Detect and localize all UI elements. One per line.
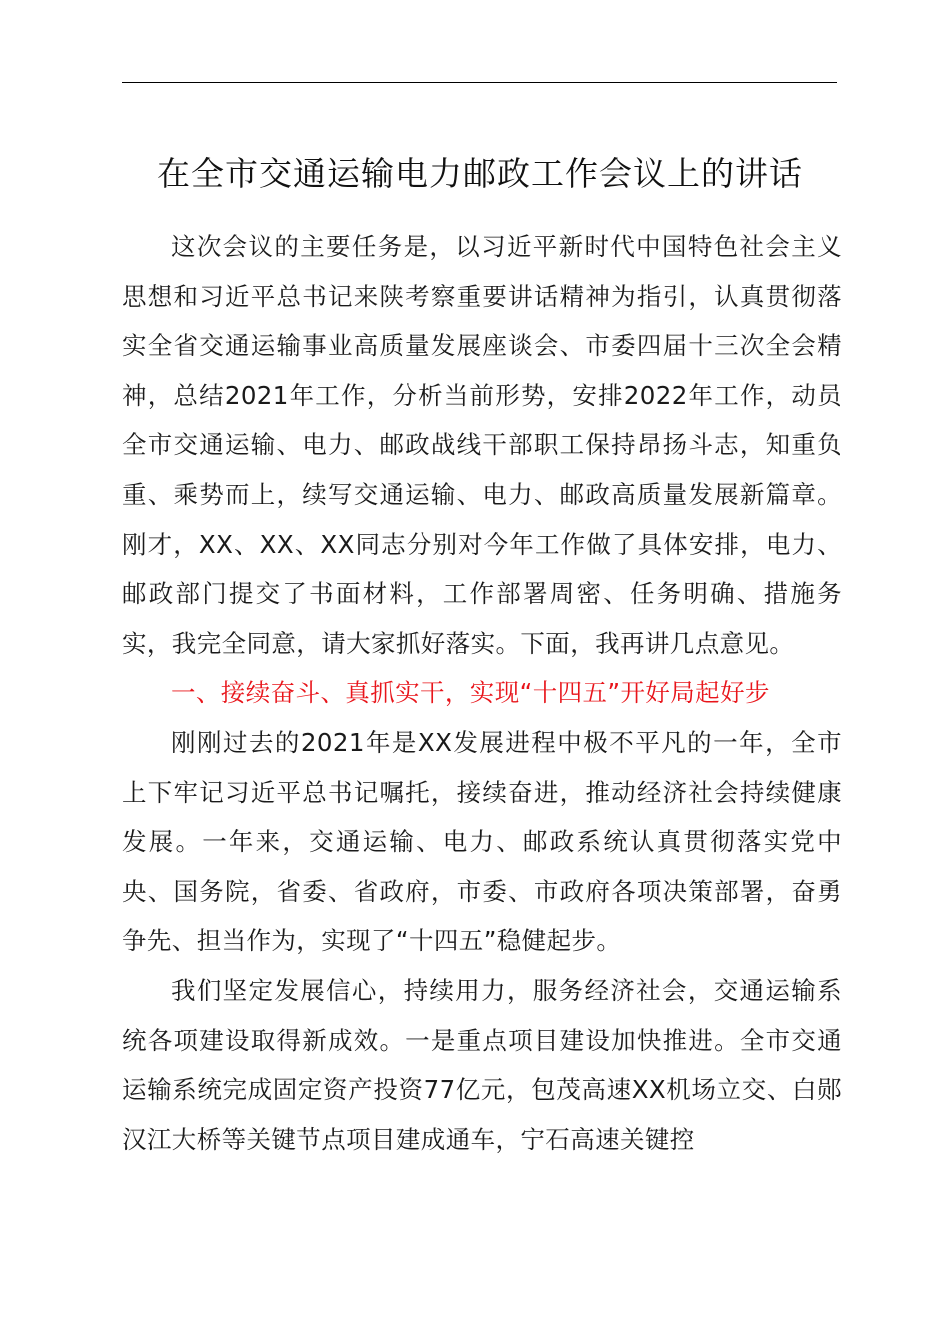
document-body — [122, 222, 842, 1164]
paragraph-review-2021: 刚刚过去的2021年是XX发展进程中极不平凡的一年，全市上下牢记习近平总书记嘱托，接续奋进，推动经济社会持续健康发展。一年来，交通运输、电力、邮政系统认真贯彻落实党中央、国务院，省委、省政府，市委、市政府各项决策部署，奋勇争先、担当作为，实现了“十四五”稳健起步。 — [122, 727, 842, 956]
header-rule — [122, 82, 837, 83]
document-title: 在全市交通运输电力邮政工作会议上的讲话 — [157, 154, 803, 193]
paragraph-transport-achievements: 我们坚定发展信心，持续用力，服务经济社会，交通运输系统各项建设取得新成效。一是重点项目建设加快推进。全市交通运输系统完成固定资产投资77亿元，包茂高速XX机场立交、白郧汉江大桥等关键节点项目建成通车，宁石高速关键控 — [122, 975, 842, 1154]
section-heading-1: 一、接续奋斗、真抓实干，实现“十四五”开好局起好步 — [171, 678, 770, 708]
paragraph-intro: 这次会议的主要任务是，以习近平新时代中国特色社会主义思想和习近平总书记来陕考察重要讲话精神为指引，认真贯彻落实全省交通运输事业高质量发展座谈会、市委四届十三次全会精神，总结2021年工作，分析当前形势，安排2022年工作，动员全市交通运输、电力、邮政战线干部职工保持昂扬斗志，知重负重、乘势而上，续写交通运输、电力、邮政高质量发展新篇章。刚才，XX、XX、XX同志分别对今年工作做了具体安排，电力、邮政部门提交了书面材料，工作部署周密、任务明确、措施务实，我完全同意，请大家抓好落实。下面，我再讲几点意见。 — [122, 232, 842, 658]
